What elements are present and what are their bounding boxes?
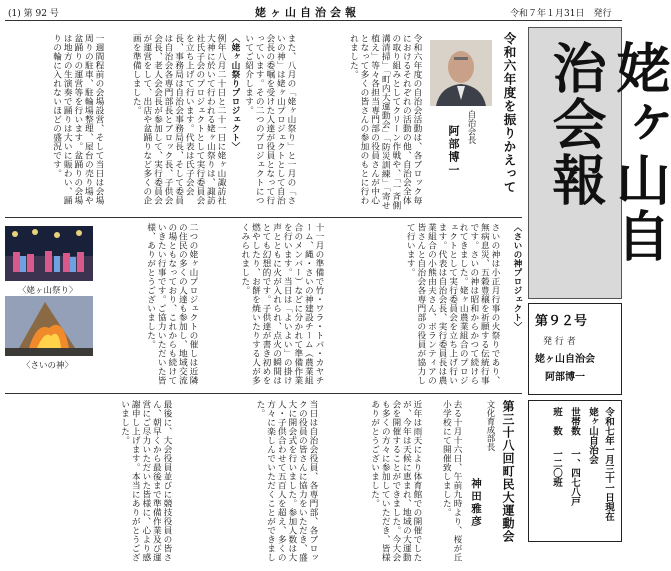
sainokami-caption: 〈さいの神〉 <box>22 361 74 371</box>
publisher-name: 姥ヶ山自治会 <box>535 354 595 365</box>
article3-para-1: 去る十月十六日、午前九時より、桜が丘小学校にて開催致しました。 <box>441 400 462 562</box>
festival-image <box>5 226 93 281</box>
masthead-box <box>528 27 671 299</box>
article1-para-2: また、八月の「姥ヶ山祭り」と一月の「さいの神」は姥ヶ山プロジェクトとして自治会長の委嘱を受けた人達が役員となって行っています。その二つのプロジェクトについてご紹介します。 <box>243 34 296 205</box>
article2-para-3: 二つの姥ヶ山プロジェクトの催しは近隣の住民の多くの人達も参加し、地域交流の場ともなっており、これからも続けていきたい行事です。ご協力いただいた皆様、ありがとうございました。 <box>145 223 198 385</box>
issue-number: (1) 第 92 号 <box>8 9 59 19</box>
publisher-box <box>528 303 622 395</box>
article2-para-2: 十一月の準備で竹・ワラ・トバ・カヤチーム、縄・さいの神建設チーム（農業組合のメンバー）などに分かれて準備作業を行います。当日は「よいよい」の掛け声とともに火が入れられ、点火の瞬間はとても幻想的です。子供達が書き初めを燃やしたり、お餅を焼いたりする人が多くみられました。 <box>239 223 324 385</box>
stats-groups-label: 班 数 <box>551 407 562 436</box>
section-rule-1 <box>5 217 522 218</box>
stats-box <box>528 400 622 542</box>
stats-households: 一、四七八戸 <box>569 449 580 506</box>
stats-groups: 一二〇班 <box>551 449 562 487</box>
author-portrait <box>430 40 492 106</box>
issue-date: 令和７年１月31日 発行 <box>510 9 612 19</box>
issue-no: 第９２号 <box>535 314 588 329</box>
publisher-person: 阿部博一 <box>545 372 585 383</box>
stats-as-of: 令和七年一月三十一日現在 <box>603 407 614 521</box>
header-rule <box>5 20 622 21</box>
article1-author: 阿部博一 <box>447 125 460 177</box>
festival-photo <box>5 226 93 281</box>
sainokami-photo <box>5 296 93 356</box>
masthead-title: 姥ヶ山自治会報 <box>544 40 671 264</box>
stats-households-label: 世帯数 <box>569 407 580 436</box>
person-icon <box>430 40 492 106</box>
article1-heading: 令和六年度を振りかえって <box>502 32 517 194</box>
article1-para-1: 令和六年度の自治会活動は、各ブロック毎におけるそれぞれの活動の他、自治会全体の取り組みとしてクリーン作戦や、「一斉側溝清掃」「町内大運動会」「防災訓練」「寄せ植え」等々各担当専門部の役員さんが中心となって多くの皆さんの参加のもとに行われました。 <box>348 34 422 210</box>
article1-role: 自治会長 <box>466 110 476 144</box>
section-rule-2 <box>5 393 522 394</box>
article3-para-2: 近年は雨天により体育館での開催でしたが、今年は天候に恵まれ、地域の大運動会を開催することができました。今大会も多くの方々に参加していただき、皆様ありがとうございました。 <box>369 400 422 562</box>
stats-org: 姥ヶ山自治会 <box>587 407 598 464</box>
article1-para-3: 例年八月二十日と二十一日に姥ヶ山諏訪社大神に於いて行われる姥ヶ山祭りは、諏訪社氏子会のプロジェクトとして実行委員会を立ち上げて行います。代表は氏子会会長、事務局は自治会事務局長、そして委員は自治会各専門部長とブロック長、子供会会長、老人会会長が参加して、実行委員会が運営をして、出店や盆踊りなど多くの企画を準備しました。 <box>131 34 226 205</box>
article2-heading: 〈さいの神プロジェクト〉 <box>512 223 522 331</box>
article1-para-4: 一週間程前の会場設営、そして当日は会場周りの駐車、駐輪場整理、屋台の売り場や盆踊りの運営等を行います。盆踊りの会場は地方の生演奏で踊りは大いに賑わい、踊りの輪に入れないほどの盛況です。 <box>51 34 104 205</box>
bonfire-image <box>5 296 93 356</box>
article3-role: 文化育成部長 <box>485 400 495 451</box>
article3-para-4: 最後に、大会役員並びに競技役員の皆さん、朝早くから最後まで準備作業及び運営にご尽力いただいた皆様に、心より感謝申し上げます。本当にありがとうございました。 <box>119 400 172 562</box>
publisher-label: 発 行 者 <box>543 337 576 347</box>
article1-subheading: 〈姥ヶ山祭りプロジェクト〉 <box>230 34 240 151</box>
article2-para-1: さいの神は小正月行事の火祭りであり、無病息災、五穀豊穣を祈願する伝統行事です。さいの神は昭和からかつて続けられてきました。姥ヶ山農業組合のプロジェクトとして実行委員会を立ち上げ行います。代表は自治会長、実行委員長は農業組合の小熊由夫さん、ボランティアの皆さんと自治会各専門部の役員が協力して行います。 <box>405 223 500 385</box>
header-title: 姥ヶ山自治会報 <box>255 6 360 19</box>
article3-author: 神田雅彦 <box>470 478 482 528</box>
article3-para-3: 当日は自治会役員、各専門部、各ブロックの役員の皆さんに協力をいただき、盛大に開会式を行いました。参加人数は大人・子供合わせて五百人を超え、多くの方々に楽しんでいただくことができました。 <box>255 400 318 562</box>
article3-heading: 第三十八回町民大運動会 <box>501 400 515 543</box>
festival-caption: 〈姥ヶ山祭り〉 <box>18 286 78 296</box>
